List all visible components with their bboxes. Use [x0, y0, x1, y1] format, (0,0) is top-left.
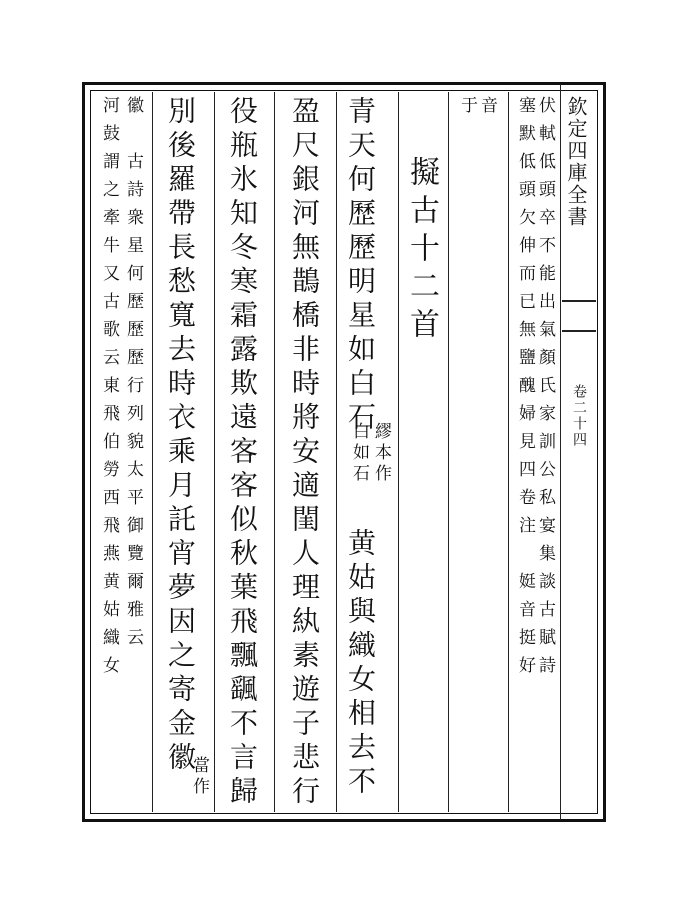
- poem-line-column: 青天何歷歷明星如白石: [344, 96, 377, 436]
- column-rule: [448, 92, 449, 812]
- commentary-column: 塞默低頭欠伸而已無鹽醜婦見四卷注 娗音挺好: [515, 96, 535, 684]
- fish-tail-mark: [562, 300, 596, 316]
- commentary-column: 河鼓謂之牽牛又古歌云東飛伯勞西飛燕黄姑織女: [99, 96, 119, 684]
- column-rule: [336, 92, 337, 812]
- column-rule: [214, 92, 215, 812]
- poem-line-column: 別後羅帶長愁寬去時衣乘月託宵夢因之寄金徽: [164, 96, 197, 776]
- variant-note: 當作: [189, 756, 209, 798]
- poem-line-column: 役瓶氷知冬寒霜露欺遠客客似秋葉飛飄颻不言歸: [226, 96, 259, 810]
- commentary-column: 徽 古詩衆星何歷歷歷行列貌太平御覽爾雅云: [123, 96, 143, 656]
- column-rule: [508, 92, 509, 812]
- poem-title: 擬古十二首: [404, 156, 439, 346]
- variant-note: 白如石: [349, 422, 369, 485]
- book-title: 欽定四庫全書: [564, 96, 588, 228]
- poem-line-column: 黄姑與織女相去不: [344, 528, 377, 800]
- column-rule: [152, 92, 153, 812]
- commentary-column: 伏軾低頭卒不能出氣顏氏家訓公私宴集談古賦詩: [535, 96, 555, 684]
- variant-note: 繆本作: [371, 422, 391, 485]
- fish-tail-mark: [562, 330, 596, 346]
- poem-line-column: 盈尺銀河無鵲橋非時將安適閨人理紈素遊子悲行: [288, 96, 321, 810]
- commentary-column: 于: [457, 96, 477, 124]
- column-rule: [274, 92, 275, 812]
- volume-label: 卷二十四: [571, 384, 587, 448]
- commentary-column: 音: [477, 96, 497, 124]
- column-rule: [398, 92, 399, 812]
